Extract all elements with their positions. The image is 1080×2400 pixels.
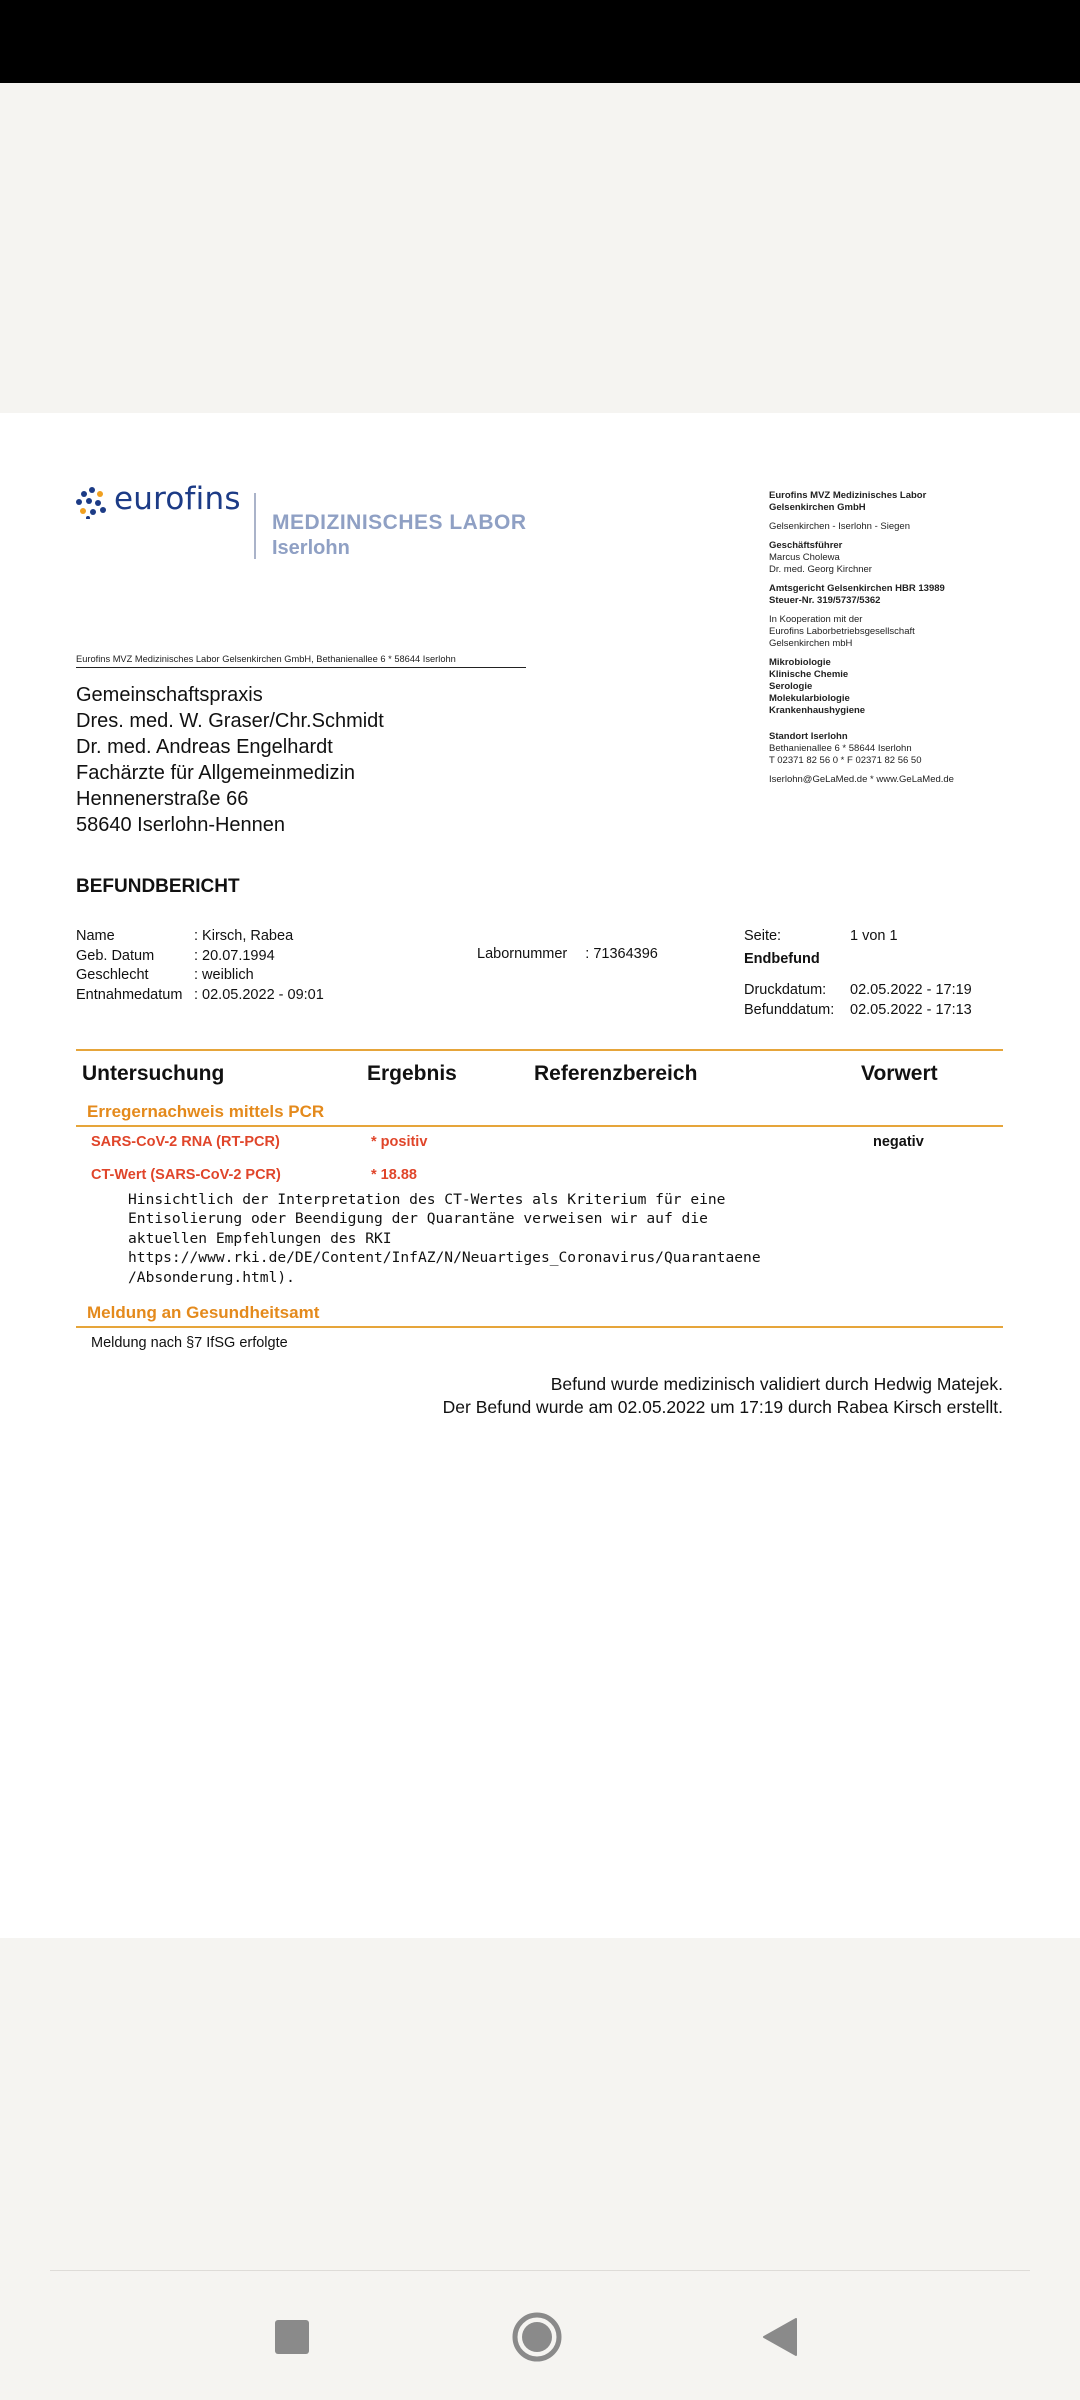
lab-number xyxy=(477,946,658,962)
report-status: Endbefund xyxy=(744,950,820,967)
address-line: Dres. med. W. Graser/Chr.Schmidt xyxy=(76,710,384,732)
lab-number-value: : 71364396 xyxy=(585,946,658,962)
test-value-ct: * 18.88 xyxy=(371,1167,417,1183)
info-mgmt1: Marcus Cholewa xyxy=(769,552,840,563)
result-date-label: Befunddatum: xyxy=(744,1001,835,1018)
test-value-rna: * positiv xyxy=(371,1134,428,1150)
report-meta xyxy=(744,927,972,1020)
eurofins-logo xyxy=(76,481,527,559)
address-line: Hennenerstraße 66 xyxy=(76,788,249,810)
recipient-address xyxy=(76,682,384,838)
test-name-rna: SARS-CoV-2 RNA (RT-PCR) xyxy=(91,1134,280,1150)
address-line: Dr. med. Andreas Engelhardt xyxy=(76,736,333,758)
home-button[interactable] xyxy=(509,2309,565,2365)
triangle-icon xyxy=(762,2318,798,2356)
back-button[interactable] xyxy=(752,2309,808,2365)
info-coop3: Gelsenkirchen mbH xyxy=(769,638,853,649)
info-site-addr: Bethanienallee 6 * 58644 Iserlohn xyxy=(769,743,912,754)
section-pcr: Erregernachweis mittels PCR xyxy=(87,1102,325,1121)
section-health-office: Meldung an Gesundheitsamt xyxy=(87,1303,320,1322)
info-coop1: In Kooperation mit der xyxy=(769,614,863,625)
patient-info xyxy=(76,927,324,1005)
info-coop2: Eurofins Laborbetriebsgesellschaft xyxy=(769,626,915,637)
company-info xyxy=(769,490,1069,786)
sample-label: Entnahmedatum xyxy=(76,986,183,1003)
test-prev-rna: negativ xyxy=(873,1134,924,1150)
info-company1: Eurofins MVZ Medizinisches Labor xyxy=(769,490,927,501)
lab-number-label: Labornummer xyxy=(477,946,568,962)
ct-interpretation-note: Hinsichtlich der Interpretation des CT-Wertes als Kriterium für eine Entisolierung oder Beendigung der Quarantäne verweisen wir auf die aktuellen Empfehlungen des RKI https://www.rki.de/DE/Content/InfAZ/N/Neuartiges_Coronavirus/Quarantaene /Absonderung.html). xyxy=(128,1191,761,1286)
patient-name: : Kirsch, Rabea xyxy=(194,928,294,944)
sender-line: Eurofins MVZ Medizinisches Labor Gelsenkirchen GmbH, Bethanienallee 6 * 58644 Iserlohn xyxy=(76,654,456,664)
info-dept5: Krankenhaushygiene xyxy=(769,705,866,716)
section-pcr-rule xyxy=(76,1125,1003,1127)
info-locations: Gelsenkirchen - Iserlohn - Siegen xyxy=(769,521,910,532)
print-date: 02.05.2022 - 17:19 xyxy=(850,982,972,998)
address-line: Gemeinschaftspraxis xyxy=(76,684,263,706)
system-nav-bar xyxy=(0,2271,1080,2400)
page-label: Seite: xyxy=(744,928,782,944)
logo-divider xyxy=(254,493,256,559)
header-test: Untersuchung xyxy=(82,1062,225,1085)
info-dept2: Klinische Chemie xyxy=(769,669,849,680)
info-dept4: Molekularbiologie xyxy=(769,693,850,704)
recents-button[interactable] xyxy=(264,2309,320,2365)
info-site-label: Standort Iserlohn xyxy=(769,731,848,742)
info-dept3: Serologie xyxy=(769,681,813,692)
info-company2: Gelsenkirchen GmbH xyxy=(769,502,866,513)
sample-date: : 02.05.2022 - 09:01 xyxy=(194,986,324,1003)
header-previous: Vorwert xyxy=(861,1062,938,1085)
logo-subtitle: Iserlohn xyxy=(272,537,350,559)
logo-title: MEDIZINISCHES LABOR xyxy=(272,511,527,534)
patient-sex: : weiblich xyxy=(194,967,254,983)
header-result: Ergebnis xyxy=(367,1062,457,1085)
info-site-phone: T 02371 82 56 0 * F 02371 82 56 50 xyxy=(769,755,922,766)
info-site-web: Iserlohn@GeLaMed.de * www.GeLaMed.de xyxy=(769,774,954,785)
eurofins-dots-icon xyxy=(76,487,108,519)
table-top-rule xyxy=(76,1049,1003,1051)
square-icon xyxy=(275,2320,309,2354)
test-name-ct: CT-Wert (SARS-CoV-2 PCR) xyxy=(91,1167,281,1183)
header-reference: Referenzbereich xyxy=(534,1062,698,1085)
validation-line: Befund wurde medizinisch validiert durch Hedwig Matejek. xyxy=(550,1374,1003,1394)
circle-icon xyxy=(511,2311,563,2363)
sender-underline xyxy=(76,667,526,668)
document-page xyxy=(0,413,1080,1938)
section-health-rule xyxy=(76,1326,1003,1328)
logo-wordmark: eurofins xyxy=(114,481,241,517)
dob-label: Geb. Datum xyxy=(76,947,155,964)
address-line: 58640 Iserlohn-Hennen xyxy=(76,814,286,836)
result-date: 02.05.2022 - 17:13 xyxy=(850,1001,972,1018)
report-title: BEFUNDBERICHT xyxy=(76,876,240,897)
address-line: Fachärzte für Allgemeinmedizin xyxy=(76,762,356,784)
info-mgmt-label: Geschäftsführer xyxy=(769,540,843,551)
info-court: Amtsgericht Gelsenkirchen HBR 13989 xyxy=(769,583,945,594)
created-line: Der Befund wurde am 02.05.2022 um 17:19 durch Rabea Kirsch erstellt. xyxy=(442,1397,1003,1417)
patient-dob: : 20.07.1994 xyxy=(194,947,275,964)
status-bar xyxy=(0,0,1080,83)
info-dept1: Mikrobiologie xyxy=(769,657,831,668)
page-value: 1 von 1 xyxy=(850,928,898,944)
info-tax: Steuer-Nr. 319/5737/5362 xyxy=(769,595,881,606)
sex-label: Geschlecht xyxy=(76,967,149,983)
name-label: Name xyxy=(76,928,115,944)
print-date-label: Druckdatum: xyxy=(744,982,827,998)
info-mgmt2: Dr. med. Georg Kirchner xyxy=(769,564,872,575)
report-notice: Meldung nach §7 IfSG erfolgte xyxy=(91,1335,288,1351)
